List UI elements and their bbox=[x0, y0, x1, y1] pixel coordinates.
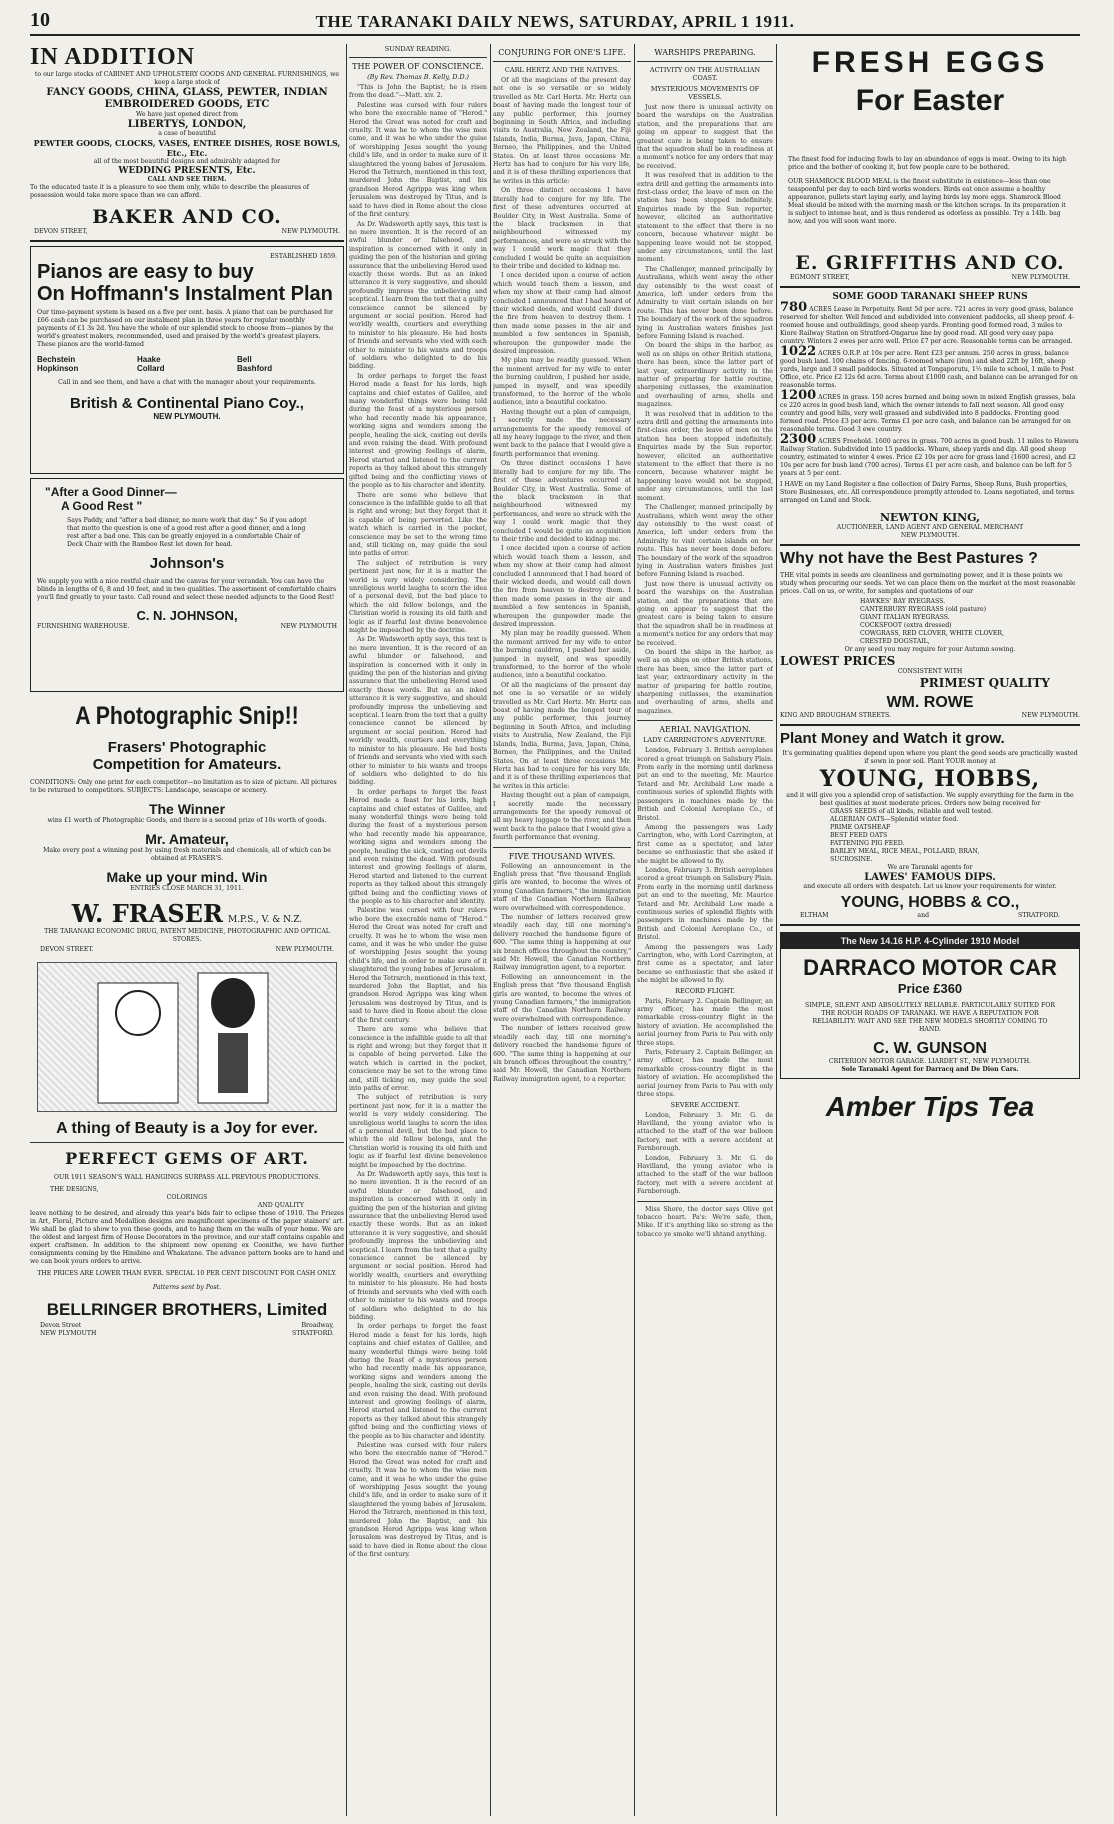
page-number: 10 bbox=[30, 9, 50, 31]
sunday-reading-column: SUNDAY READING. THE POWER OF CONSCIENCE. (By Rev. Thomas B. Kelly, D.D.) "This is John the Baptist; he is risen from the dead."—Matt. xiv. 2. Palestine was cursed with four rulers who bore the execrable name of "Herod." Herod the Great was noted for craft and cruelty. It was he to whom the wise men came, and it was he who under the guise of worshipping Jesus sought the young child's life, and in order to make sure of it slaughtered the young babes of Jerusalem. Herod the Tetrarch, mentioned in this text, murdered John the Baptist, and his grandson Herod Agrippa was king when Jerusalem was destroyed by Titus, and is said to have died in Rome about the close of the first century. As Dr. Wadsworth aptly says, this text is no mere invention. It is the record of an awful blunder or falsehood, and inspiration is concerned with it only in guiding the pen of the historian and giving assurance that the unbelieving Herod used exactly these words. But as an inked utterance it is very suggestive, and should profoundly impress the unbelieving and sceptical. I learn from the text that a guilty conscience cannot be silenced by argument or social position. Herod had worldly wealth, courtiers and everything to minister to his pleasure. He had hosts of friends and servants who vied with each other to minister to his wants and troops of soldiers who delighted to do his bidding. In order perhaps to forget the feast Herod made a feast for his lords, high captains and chief estates of Galilee, and many wonderful things were being told during the feast of a mysterious person who had recently made his appearance, working signs and wonders among the people, healing the sick, casting out devils and even raising the dead. With profound interest and growing feelings of alarm, Herod started and listened to the current reports as they talked about this strangely gifted being and the conflicting views of the people as to his character and identity. There are some who believe that conscience is the infallible guide to all that is right and wrong; but they forget that it is capable of being perverted. Like the watch which is carried in the pocket, conscience may be set to the wrong time and, still ticking on, may guide the soul into paths of error. The subject of retribution is very pertinent just now, for it is a matter the world is very widely considering. The unreligious world laughs to scorn the idea of a personal devil, but the bad place to which the old fellow belongs, and the Christian world is rousing its old faith and logic as if fearful lest divine benevolence might be impeached by the doctrine. As Dr. Wadsworth aptly says, this text is no mere invention. It is the record of an awful blunder or falsehood, and inspiration is concerned with it only in guiding the pen of the historian and giving assurance that the unbelieving Herod used exactly these words. But as an inked utterance it is very suggestive, and should profoundly impress the unbelieving and sceptical. I learn from the text that a guilty conscience cannot be silenced by argument or social position. Herod had worldly wealth, courtiers and everything to minister to his pleasure. He had hosts of friends and servants who vied with each other to minister to his wants and troops of soldiers who delighted to do his bidding. In order perhaps to forget the feast Herod made a feast for his lords, high captains and chief estates of Galilee, and many wonderful things were being told during the feast of a mysterious person who had recently made his appearance, working signs and wonders among the people, healing the sick, casting out devils and even raising the dead. With profound interest and growing feelings of alarm, Herod started and listened to the current reports as they talked about this strangely gifted being and the conflicting views of the people as to his character and identity. Palestine was cursed with four rulers who bore the execrable name of "Herod." Herod the Great was noted for craft and cruelty. It was he to whom the wise men came, and it was he who under the guise of worshipping Jesus sought the young child's life, and in order to make sure of it slaughtered the young babes of Jerusalem. Herod the Tetrarch, mentioned in this text, murdered John the Baptist, and his grandson Herod Agrippa was king when Jerusalem was destroyed by Titus, and is said to have died in Rome about the close of the first century. There are some who believe that conscience is the infallible guide to all that is right and wrong; but they forget that it is capable of being perverted. Like the watch which is carried in the pocket, conscience may be set to the wrong time and, still ticking on, may guide the soul into paths of error. The subject of retribution is very pertinent just now, for it is a matter the world is very widely considering. The unreligious world laughs to scorn the idea of a personal devil, but the bad place to which the old fellow belongs, and the Christian world is rousing its old faith and logic as if fearful lest divine benevolence might be impeached by the doctrine. As Dr. Wadsworth aptly says, this text is no mere invention. It is the record of an awful blunder or falsehood, and inspiration is concerned with it only in guiding the pen of the historian and giving assurance that the unbelieving Herod used exactly these words. But as an inked utterance it is very suggestive, and should profoundly impress the unbelieving and sceptical. I learn from the text that a guilty conscience cannot be silenced by argument or social position. Herod had worldly wealth, courtiers and everything to minister to his pleasure. He had hosts of friends and servants who vied with each other to minister to his wants and troops of soldiers who delighted to do his bidding. In order perhaps to forget the feast Herod made a feast for his lords, high captains and chief estates of Galilee, and many wonderful things were being told during the feast of a mysterious person who had recently made his appearance, working signs and wonders among the people, healing the sick, casting out devils and even raising the dead. With profound interest and growing feelings of alarm, Herod started and listened to the current reports as they talked about this strangely gifted being and the conflicting views of the people as to his character and identity. Palestine was cursed with four rulers who bore the execrable name of "Herod." Herod the Great was noted for craft and cruelty. It was he to whom the wise men came, and it was he who under the guise of worshipping Jesus sought the young child's life, and in order to make sure of it slaughtered the young babes of Jerusalem. Herod the Tetrarch, mentioned in this text, murdered John the Baptist, and his grandson Herod Agrippa was king when Jerusalem was destroyed by Titus, and is said to have died in Rome about the close of the first century. bbox=[349, 45, 487, 1559]
fraser-ad: A Photographic Snip!! Frasers' Photographic Competition for Amateurs. CONDITIONS: Only one print for each competitor—no limitation as to size of picture. All pictures to be returned to competitors. SUBJECTS: Landscape, seascape or scenery. The Winner wins £1 worth of Photographic Goods, and there is a second prize of 10s worth of goods. Mr. Amateur, Make every post a winning post by using fresh materials and chemicals, all of which can be obtained at FRASER'S. Make up your mind. Win ENTRIES CLOSE MARCH 31, 1911. W. FRASER M.P.S., V. & N.Z. THE TARANAKI ECONOMIC DRUG, PATENT MEDICINE, PHOTOGRAPHIC AND OPTICAL STORES. DEVON STREET. NEW PLYMOUTH. bbox=[30, 702, 337, 953]
wallpaper-roll-icon bbox=[38, 963, 338, 1113]
advertisements-column-left bbox=[30, 44, 344, 1816]
column-rule bbox=[634, 44, 635, 1816]
baker-ad: IN ADDITION to our large stocks of CABINET AND UPHOLSTERY GOODS AND GENERAL FURNISHINGS, we keep a large stock of FANCY GOODS, CHINA, GLASS, PEWTER, INDIAN EMBROIDERED GOODS, ETC We have just opened direct from LIBERTYS, LONDON, a case of beautiful PEWTER GOODS, CLOCKS, VASES, ENTREE DISHES, ROSE BOWLS, Etc., Etc. all of the most beautiful designs and admirably adapted for WEDDING PRESENTS, Etc. CALL AND SEE THEM. To the educated taste it is a pleasure to see them only, while to describe the pleasures of possession would take more space than we can afford. BAKER AND CO. DEVON STREET, NEW PLYMOUTH. bbox=[30, 44, 344, 236]
young-hobbs-ad: Plant Money and Watch it grow. It's germinating qualities depend upon where you plant the good seeds are practically wasted if sown in poor soil. Plant YOUR money at YOUNG, HOBBS, and it will give you a splendid crop of satisfaction. We supply everything for the farm in the best qualities at most moderate prices. Orders now being received for GRASS SEEDS of all kinds, reliable and well tested. ALGERIAN OATS—Splendid winter feed. PRIME OATSHEAF BEST FEED OATS FATTENING PIG FEED. BARLEY MEAL, RICE MEAL, POLLARD, BRAN, SUCROSINE. We are Taranaki agents for LAWES' FAMOUS DIPS. and execute all orders with despatch. Let us know your requirements for winter. YOUNG, HOBBS & CO., ELTHAM and STRATFORD. bbox=[780, 730, 1078, 919]
article-title: AERIAL NAVIGATION. bbox=[659, 725, 751, 735]
eggs-ad: FRESH EGGS For Easter The finest food for inducing fowls to lay an abundance of eggs is meat. Owing to its high price and the bother of cooking it, but few people care to be bothered. OUR SHAMROCK BLOOD MEAL is the finest substitute in existence—less than one teaspoonful per day to each bird works wonders. Birds eat once assume a healthy appearance, pullets start laying early, and laying birds lay more eggs. Shamrock Blood Meal should be mixed with the morning mash or the kitchen scraps. In its preparation it is subject to intense heat, and is thus rendered as odorless as possible. Try a 14lb. bag now, and you will soon want more. E. GRIFFITHS AND CO. EGMONT STREET, NEW PLYMOUTH. bbox=[788, 46, 1070, 281]
article-title: THE POWER OF CONSCIENCE. bbox=[352, 62, 484, 71]
piano-ad: ESTABLISHED 1859. Pianos are easy to buy On Hoffmann's Instalment Plan Our time-payment system is based on a five per cent. basis. A piano that can be purchased for £66 cash can be purchased on our instalment plan in three years for regular monthly payments of £1 3s 2d. You have the whole of our splendid stock to choose from—pianos by the world's greatest makers, recommended, used and praised by the world's greatest players. These pianos are the world-famed Bechstein Haake Bell Hopkinson Collard Bashford Call in and see them, and have a chat with the manager about your requirements. British & Continental Piano Coy., NEW PLYMOUTH. bbox=[30, 246, 344, 474]
column-rule bbox=[776, 44, 777, 1816]
ad-headline: IN ADDITION bbox=[30, 44, 196, 70]
masthead bbox=[30, 9, 1080, 36]
johnson-ad: "After a Good Dinner— A Good Rest " Says Paddy, and "after a bad dinner, no more work that day." So if you adopt that motto the question is one of a good rest after a good dinner, and a long rest after a bad one. This can be greatly enjoyed in a comfortable Chair of Deck Chair with the Bamboo Rest let down for head. Johnson's We supply you with a nice restful chair and the canvas for your verandah. You can have the blinds in lengths of 6, 8 and 10 feet, and in two qualities. The assortment of comfortable chairs you'll find greatly to your taste. Call round and select these needed adjuncts to the Good Rest! C. N. JOHNSON, FURNISHING WAREHOUSE. NEW PLYMOUTH bbox=[30, 478, 344, 692]
warships-column: WARSHIPS PREPARING. ACTIVITY ON THE AUSTRALIAN COAST. MYSTERIOUS MOVEMENTS OF VESSELS. Just now there is unusual activity on board the warships on the Australian station, and the preparations that are going on appear to suggest that the greatest care is being taken to ensure that the squadron shall be in readiness at a moment's notice for any orders that may be received. It was resolved that in addition to the extra drill and getting the armaments into first-class order, the leave of men on the station has been stopped indefinitely. Enquiries made by the Sun reporter, however, elicited an authoritative statement to the effect that there is no concern, because whatever might be happening leave would not be stopped, under any circumstances, until the last moment. The Challenger, manned principally by Australians, which went away the other day ostensibly to the west coast of America, left under orders from the Admiralty to visit certain islands on her route. This has never been done before. The boundary of the work of the squadron lying in Australian waters finishes just before Fanning Island is reached. On board the ships in the harbor, as well as on ships on other British stations, there has been, since the latter part of last year, extraordinary activity in the matter of preparing for battle routine, sharpening cutlasses, the examination and overhauling of arms, shells and magazines. It was resolved that in addition to the extra drill and getting the armaments into first-class order, the leave of men on the station has been stopped indefinitely. Enquiries made by the Sun reporter, however, elicited an authoritative statement to the effect that there is no concern, because whatever might be happening leave would not be stopped, under any circumstances, until the last moment. The Challenger, manned principally by Australians, which went away the other day ostensibly to the west coast of America, left under orders from the Admiralty to visit certain islands on her route. This has never been done before. The boundary of the work of the squadron lying in Australian waters finishes just before Fanning Island is reached. Just now there is unusual activity on board the warships on the Australian station, and the preparations that are going on appear to suggest that the greatest care is being taken to ensure that the squadron shall be in readiness at a moment's notice for any orders that may be received. On board the ships in the harbor, as well as on ships on other British stations, there has been, since the latter part of last year, extraordinary activity in the matter of preparing for battle routine, sharpening cutlasses, the examination and overhauling of arms, shells and magazines. AERIAL NAVIGATION. LADY CARRINGTON'S ADVENTURE. London, February 3. British aeroplanes scored a great triumph on Salisbury Plain. From early in the morning until darkness put an end to the meeting, Mr. Maurice Tetard and Mr. Archibald Low made a continuous series of splendid flights with passengers in machines made by the British and Colonial Aeroplane Co., of Bristol. Among the passengers was Lady Carrington, who, with Lord Carrington, at first came as a spectator, and later became so enthusiastic that she asked if she might be allowed to fly. London, February 3. British aeroplanes scored a great triumph on Salisbury Plain. From early in the morning until darkness put an end to the meeting, Mr. Maurice Tetard and Mr. Archibald Low made a continuous series of splendid flights with passengers in machines made by the British and Colonial Aeroplane Co., of Bristol. Among the passengers was Lady Carrington, who, with Lord Carrington, at first came as a spectator, and later became so enthusiastic that she asked if she might be allowed to fly. RECORD FLIGHT. Paris, February 2. Captain Bellinger, an army officer, has made the most remarkable cross-country flight in the history of aviation. He accomplished the aerial journey from Paris to Pau with only three stops. Paris, February 2. Captain Bellinger, an army officer, has made the most remarkable cross-country flight in the history of aviation. He accomplished the aerial journey from Paris to Pau with only three stops. SEVERE ACCIDENT. London, February 3. Mr. G. de Havilland, the young aviator who is attached to the staff of the war balloon factory, met with a severe accident at Farnborough. London, February 3. Mr. G. de Havilland, the young aviator who is attached to the staff of the war balloon factory, met with a severe accident at Farnborough. Miss Shore, the doctor says Olive got tobacco heart. Pa's: We're safe, then, Mike. If it's anything like so strong as the tobacco ye smoke we'll shtand anything. bbox=[637, 48, 773, 1238]
bellringer-ad: A thing of Beauty is a Joy for ever. PERFECT GEMS OF ART. OUR 1911 SEASON'S WALL HANGINGS SURPASS ALL PREVIOUS PRODUCTIONS. THE DESIGNS, COLORINGS AND QUALITY leave nothing to be desired, and already this year's bids fair to eclipse those of 1910. The Friezes in Art, Floral, Picture and Medallion designs are magnificent specimens of the paper stainers' art. We shall be glad to show to you these goods, and to hang them on the walls of your home. We are the oldest and largest firm of House Decorators in the province, and our staff contains capable and expert craftsmen. In addition to the shipment now opening ex Coonithe, we have further consignments coming by the Hinsbine and Whakatane. The advance pattern books are to hand and we can book yours orders to arrive. THE PRICES ARE LOWER THAN EVER. SPECIAL 10 PER CENT DISCOUNT FOR CASH ONLY. Patterns sent by Post. BELLRINGER BROTHERS, Limited Devon Street Broadway, NEW PLYMOUTH STRATFORD. bbox=[30, 1120, 344, 1337]
quality-stock-illustration bbox=[37, 962, 337, 1112]
column-rule bbox=[346, 44, 347, 1816]
column-rule bbox=[490, 44, 491, 1816]
rowe-ad: Why not have the Best Pastures ? THE vital points in seeds are cleanliness and germinating power, and it is these points we study when procuring our seeds. Yet we can place them on the market at the most reasonable prices. Call on us, or write, for samples and quotations of our HAWKES' BAY RYEGRASS. CANTERBURY RYEGRASS (old pasture) GIANT ITALIAN RYEGRASS. COCKSFOOT (extra dressed) COWGRASS, RED CLOVER, WHITE CLOVER, CRESTED DOGSTAIL, Or any seed you may require for your Autumn sowing. LOWEST PRICES CONSISTENT WITH PRIMEST QUALITY WM. ROWE KING AND BROUGHAM STREETS. NEW PLYMOUTH. bbox=[780, 550, 1080, 719]
advertisements-column-right bbox=[780, 44, 1080, 1816]
amber-tips-ad: Amber Tips Tea bbox=[825, 1091, 1035, 1122]
baker-firm: BAKER AND CO. bbox=[92, 206, 282, 228]
sheep-runs-ad: SOME GOOD TARANAKI SHEEP RUNS 780 ACRES Lease in Perpetuity. Rent 5d per acre. 721 acres in very good grass, balance reserved for shelter. Well fenced and subdivided into convenient paddocks, all sheep proof. 4-roomed house and outbuildings, good sheep yards. Fronting good formed road, 3 miles to Kiore Railway Station on Stratford-Ongarue line by good road. All good very easy papa country. Winters 2 ewes per acre well. Price £7 per acre. Reasonable terms can be arranged. 1022 ACRES O.R.P. at 10s per acre. Rent £23 per annum. 250 acres in grass, balance good bush land. 100 chains of fencing. 6-roomed whare (iron) and shed 22ft by 16ft, sheep yards, large and 3 small paddocks. Situated at Tongaporutu, 1½ mile to school, 1 mile to Post Office, etc. Price £2 12s 6d acre. Terms about £1000 cash, and balance can be arranged for on reasonable terms. 1200 ACRES in grass. 150 acres burned and being sown in mixed English grasses, bala ce 220 acres in good bush land, which the owner intends to fall next season. All good easy country and good hills, very well grassed and subdivided into 8 paddocks. Fronting good formed road. Price £3 per acre. Terms £1 per acre cash, and balance can be arranged for on reasonable terms. Good 3 ewe country. 2300 ACRES Freehold. 1600 acres in grass. 700 acres in good bush. 11 miles to Hawera Railway Station. Subdivided into 15 paddocks. Whare, sheep yards and dip. All good sheep country, estimated to winter 4 ewes. Price £2 10s per acre for grass land (1600 acres), and £2 10s per acre for bush land (700 acres). Terms £1 per acre cash, and balance can be left for 5 years at 5 per cent. I HAVE on my Land Register a fine collection of Dairy Farms, Sheep Runs, Bush properties, Store Businesses, etc. All correspondence promptly attended to. Loans negotiated, and terms arranged on Land and Stock. NEWTON KING, AUCTIONEER, LAND AGENT AND GENERAL MERCHANT NEW PLYMOUTH. bbox=[780, 292, 1079, 539]
darraco-ad: The New 14.16 H.P. 4-Cylinder 1910 Model DARRACO MOTOR CAR Price £360 SIMPLE, SILENT AND ABSOLUTELY RELIABLE. PARTICULARLY SUITED FOR THE ROUGH ROADS OF TARANAKI. WE HAVE A REPUTATION FOR RELIABILITY. WAIT AND SEE THE NEW MODELS SHORTLY COMING TO HAND. C. W. GUNSON CRITERION MOTOR GARAGE. LIARDET ST., NEW PLYMOUTH. Sole Taranaki Agent for Darracq and De Dion Cars. bbox=[780, 932, 1080, 1079]
article-title: WARSHIPS PREPARING. bbox=[654, 48, 756, 57]
issue-date: SATURDAY, APRIL 1 1911. bbox=[578, 12, 795, 31]
article-title: FIVE THOUSAND WIVES. bbox=[508, 851, 616, 861]
article-title: CONJURING FOR ONE'S LIFE. bbox=[498, 48, 626, 57]
newspaper-title: THE TARANAKI DAILY NEWS, bbox=[315, 12, 575, 31]
conjuring-column: CONJURING FOR ONE'S LIFE. CARL HERTZ AND THE NATIVES. Of all the magicians of the present day not one is so versatile or so widely travelled as Mr. Carl Hertz. Mr. Hertz can boast of having made the longest tour of any public performer, this journey beginning in South Africa, and including visits to Australia, New Zealand, the Fiji Islands, India, Burma, Java, Japan, China, Borneo, the Philippines, and the United States. On at least three occasions Mr. Hertz has had to conjure for his very life, and it is of these thrilling experiences that he writes in this article: On three distinct occasions I have literally had to conjure for my life. The first of these adventures occurred at Boulder City, in West Australia. Some of the black tracksmen in that neighbourhood witnessed my performances, and were so struck with the way I could work magic that they concluded I would be quite an acquisition to their tribe and decided to kidnap me. I once decided upon a course of action which would teach them a lesson, and when my show at their camp had almost concluded I announced that I had heard of their wicked deeds, and would call down the fire from heaven to destroy them. I then made some passes in the air and mumbled a few sentences in Spanish, whereupon the gunpowder made the desired impression. My plan may be readily guessed. When the moment arrived for my wife to enter the burning cauldron, I pushed her aside, jumped in myself, and was speedily transformed, to the horror of the whole audience, into a beautiful cockatoo. Having thought out a plan of campaign, I secretly made the necessary arrangements for the speedy removal of all my heavy luggage to the river, and then went back to the palace that I would give a fourth performance that evening. On three distinct occasions I have literally had to conjure for my life. The first of these adventures occurred at Boulder City, in West Australia. Some of the black tracksmen in that neighbourhood witnessed my performances, and were so struck with the way I could work magic that they concluded I would be quite an acquisition to their tribe and decided to kidnap me. I once decided upon a course of action which would teach them a lesson, and when my show at their camp had almost concluded I announced that I had heard of their wicked deeds, and would call down the fire from heaven to destroy them. I then made some passes in the air and mumbled a few sentences in Spanish, whereupon the gunpowder made the desired impression. My plan may be readily guessed. When the moment arrived for my wife to enter the burning cauldron, I pushed her aside, jumped in myself, and was speedily transformed, to the horror of the whole audience, into a beautiful cockatoo. Of all the magicians of the present day not one is so versatile or so widely travelled as Mr. Carl Hertz. Mr. Hertz can boast of having made the longest tour of any public performer, this journey beginning in South Africa, and including visits to Australia, New Zealand, the Fiji Islands, India, Burma, Java, Japan, China, Borneo, the Philippines, and the United States. On at least three occasions Mr. Hertz has had to conjure for his very life, and it is of these thrilling experiences that he writes in this article: Having thought out a plan of campaign, I secretly made the necessary arrangements for the speedy removal of all my heavy luggage to the river, and then went back to the palace that I would give a fourth performance that evening. FIVE THOUSAND WIVES. Following an announcement in the English press that "five thousand English girls are wanted, to become the wives of young Canadian farmers," the immigration staff of the Canadian Northern Railway were overwhelmed with correspondence. The number of letters received grew steadily each day, till one morning's delivery reached the handsome figure of 600. "The same thing is happening at our six branch offices throughout the country," said Mr. Howell, the Canadian Northern Railway immigration agent, to a reporter. Following an announcement in the English press that "five thousand English girls are wanted, to become the wives of young Canadian farmers," the immigration staff of the Canadian Northern Railway were overwhelmed with correspondence. The number of letters received grew steadily each day, till one morning's delivery reached the handsome figure of 600. "The same thing is happening at our six branch offices throughout the country," said Mr. Howell, the Canadian Northern Railway immigration agent, to a reporter. bbox=[493, 48, 631, 1083]
